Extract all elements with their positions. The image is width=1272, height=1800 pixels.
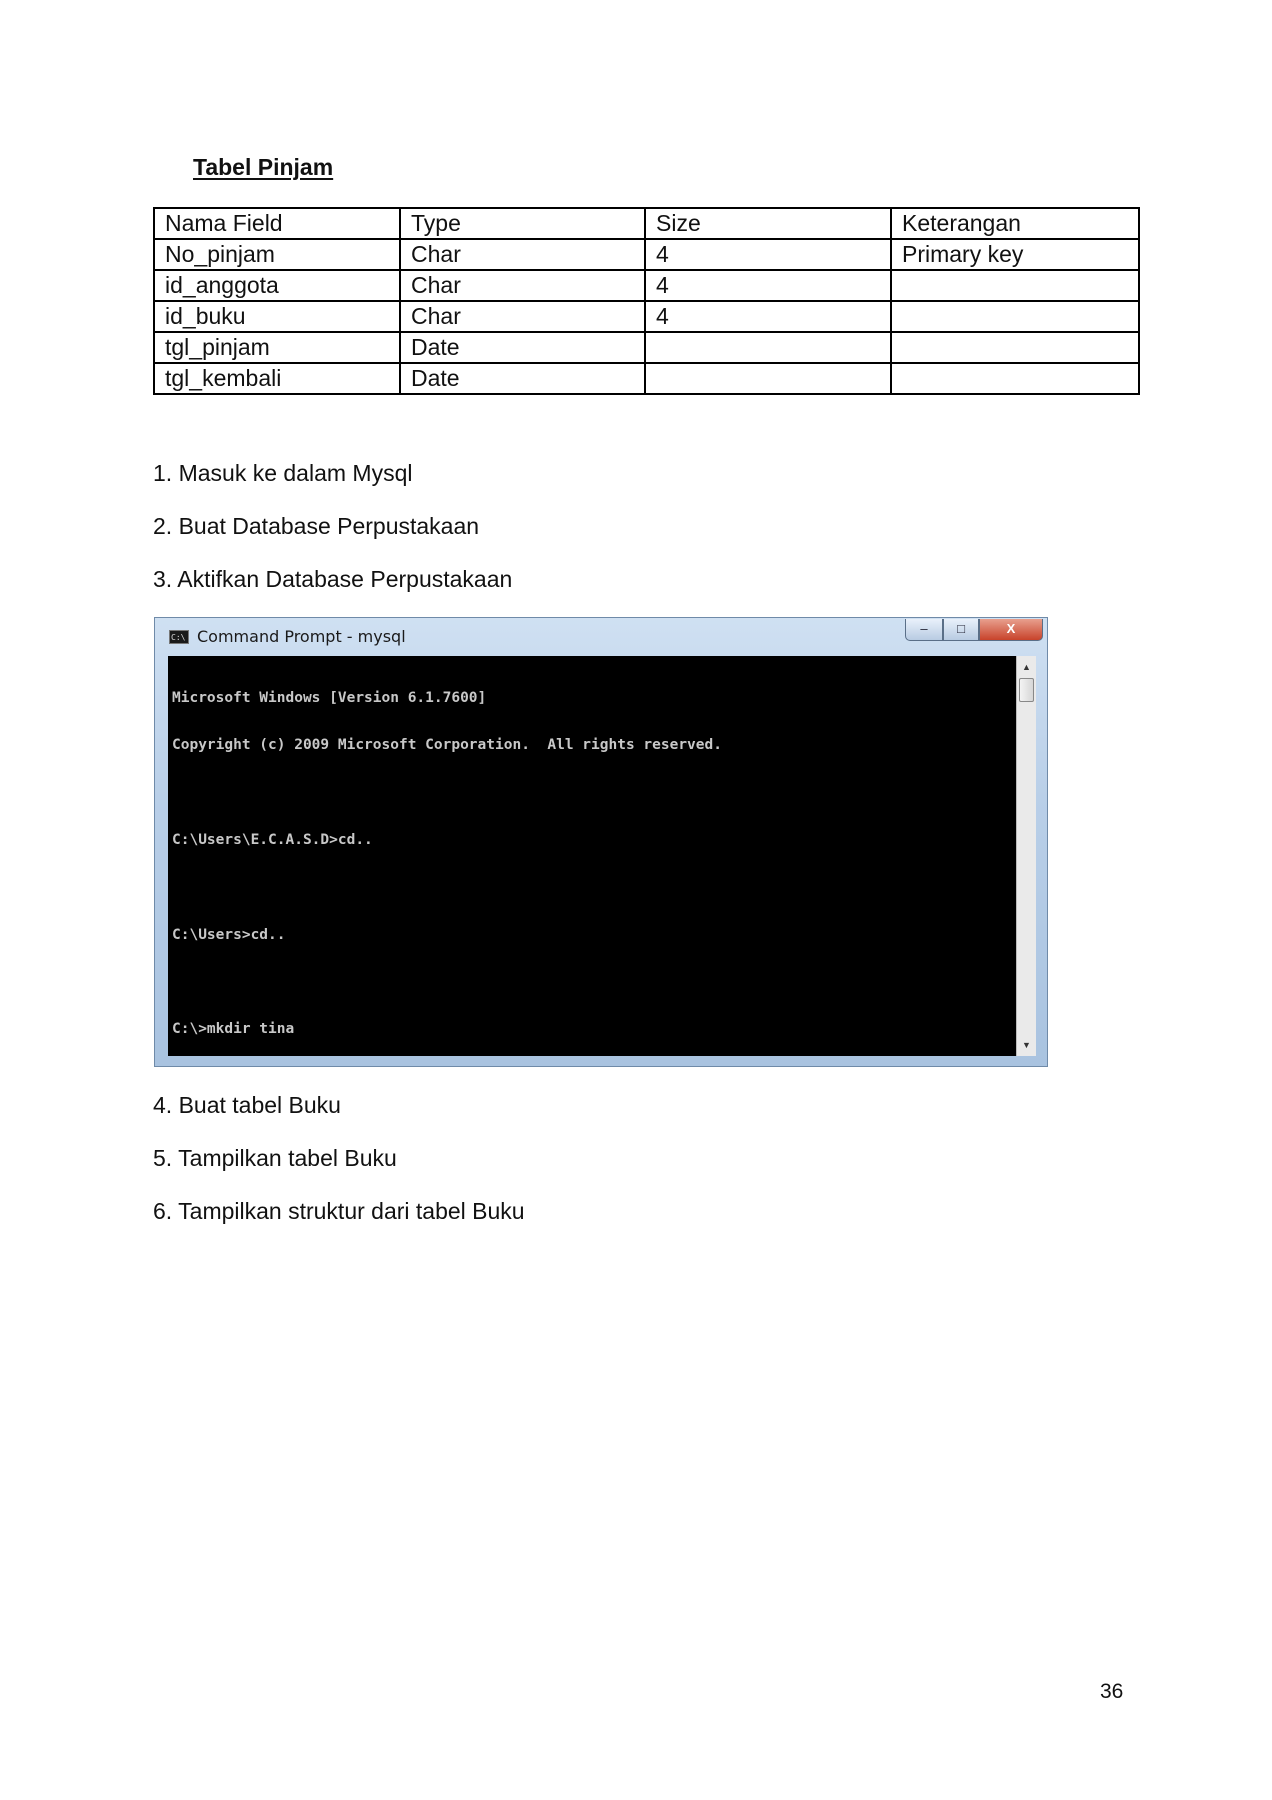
window-title: Command Prompt - mysql <box>197 627 406 646</box>
table-header-row <box>154 208 1139 239</box>
console-line: C:\Users\E.C.A.S.D>cd.. <box>172 831 373 848</box>
table-row <box>154 301 1139 332</box>
table-cell <box>891 363 1139 394</box>
table-cell: Date <box>400 332 645 363</box>
table-row <box>154 363 1139 394</box>
table-cell: No_pinjam <box>154 239 400 270</box>
console-line: C:\Users>cd.. <box>172 926 286 943</box>
table-cell: id_buku <box>154 301 400 332</box>
step-item: 6. Tampilkan struktur dari tabel Buku <box>153 1198 525 1224</box>
table-cell: Char <box>400 239 645 270</box>
console-line: C:\>mkdir tina <box>172 1021 295 1038</box>
table-row <box>154 332 1139 363</box>
table-cell <box>891 332 1139 363</box>
close-icon: X <box>979 619 1043 641</box>
table-pinjam <box>153 207 1140 395</box>
table-cell: Date <box>400 363 645 394</box>
console-line <box>172 975 722 991</box>
table-row <box>154 270 1139 301</box>
scroll-up-icon: ▲ <box>1022 662 1031 672</box>
section-title: Tabel Pinjam <box>193 154 334 180</box>
table-row <box>154 239 1139 270</box>
step-item: 1. Masuk ke dalam Mysql <box>153 460 413 486</box>
table-cell: Type <box>400 208 645 239</box>
table-cell: Primary key <box>891 239 1139 270</box>
console-scrollbar <box>1016 656 1036 1056</box>
step-item: 4. Buat tabel Buku <box>153 1092 341 1118</box>
console-lines <box>172 659 722 1056</box>
table-cell: tgl_kembali <box>154 363 400 394</box>
table-cell: 4 <box>645 239 891 270</box>
table-cell: Keterangan <box>891 208 1139 239</box>
minimize-icon: – <box>905 619 943 641</box>
console-line <box>172 785 722 801</box>
console-line: Microsoft Windows [Version 6.1.7600] <box>172 689 487 706</box>
table-cell <box>645 363 891 394</box>
table-cell: 4 <box>645 270 891 301</box>
window-titlebar <box>155 618 1047 654</box>
table-cell: id_anggota <box>154 270 400 301</box>
table-cell: 4 <box>645 301 891 332</box>
table-cell: Nama Field <box>154 208 400 239</box>
scroll-thumb <box>1019 678 1034 702</box>
table-cell: Size <box>645 208 891 239</box>
step-item: 5. Tampilkan tabel Buku <box>153 1145 397 1171</box>
table-cell <box>891 301 1139 332</box>
step-item: 3. Aktifkan Database Perpustakaan <box>153 566 513 592</box>
table-cell <box>645 332 891 363</box>
page-number: 36 <box>1100 1680 1124 1703</box>
step-item: 2. Buat Database Perpustakaan <box>153 513 480 539</box>
console-line <box>172 880 722 896</box>
table-cell: Char <box>400 301 645 332</box>
table-cell: Char <box>400 270 645 301</box>
maximize-icon: □ <box>943 619 979 641</box>
scroll-down-icon: ▼ <box>1022 1040 1031 1050</box>
table-cell <box>891 270 1139 301</box>
console-output <box>168 656 1016 1056</box>
command-prompt-screenshot <box>154 617 1048 1067</box>
cmd-window-icon: C:\ <box>169 630 189 644</box>
table-cell: tgl_pinjam <box>154 332 400 363</box>
console-line: Copyright (c) 2009 Microsoft Corporation. All rights reserved. <box>172 736 722 753</box>
